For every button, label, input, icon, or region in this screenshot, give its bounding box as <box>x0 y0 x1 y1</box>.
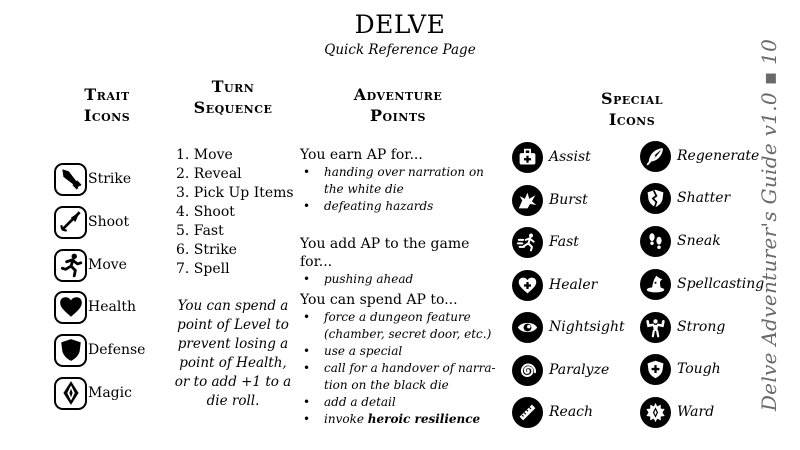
heroic-resilience-term: heroic resilience <box>367 412 481 426</box>
special-regenerate: Regenerate <box>640 138 759 174</box>
list-item: • pushing ahead <box>300 271 500 288</box>
list-item: 1. Move <box>176 147 233 163</box>
trait-shoot <box>54 203 129 241</box>
cracked-shield-icon <box>640 183 671 214</box>
flexing-figure-icon <box>640 312 671 343</box>
list-item: • invoke heroic resilience <box>300 411 500 428</box>
trait-magic <box>54 374 132 412</box>
trait-icons-heading: Trait Icons <box>83 85 131 125</box>
heart-cross-icon <box>512 270 543 301</box>
special-healer: Healer <box>512 267 597 303</box>
page-subtitle: Quick Reference Page <box>324 42 476 58</box>
list-item: 2. Reveal <box>176 166 242 182</box>
trait-label: Defense <box>88 342 146 358</box>
turn-sequence-heading: Turn Sequence <box>193 77 273 117</box>
list-item: 5. Fast <box>176 223 224 239</box>
list-item: • add a detail <box>300 394 500 411</box>
wizard-hat-icon <box>640 269 671 300</box>
special-assist: Assist <box>512 139 591 175</box>
special-nightsight: Nightsight <box>512 309 625 345</box>
special-spellcasting: Spellcasting <box>640 266 764 302</box>
sword-icon <box>54 163 87 196</box>
eye-icon <box>512 312 543 343</box>
ap-spend-list <box>300 309 500 428</box>
trait-label: Strike <box>88 171 132 187</box>
ap-add-list <box>300 271 500 288</box>
list-item: • handing over narration on the white die <box>300 164 500 198</box>
list-item: • force a dungeon feature (chamber, secret door, etc.) <box>300 309 500 343</box>
list-item: 4. Shoot <box>176 204 235 220</box>
special-tough: Tough <box>640 351 721 387</box>
page-title: DELVE <box>354 10 446 39</box>
special-paralyze: Paralyze <box>512 352 609 388</box>
trait-label: Health <box>88 299 136 315</box>
ap-earn-section <box>300 146 500 215</box>
page-footer-vertical: Delve Adventurer's Guide v1.0 ▪ 10 <box>757 38 781 412</box>
ap-earn-list <box>300 164 500 215</box>
special-shatter: Shatter <box>640 180 730 216</box>
ruler-icon <box>512 397 543 428</box>
special-ward: Ward <box>640 394 714 430</box>
footprints-icon <box>640 226 671 257</box>
turn-sequence-list <box>176 146 294 279</box>
special-strong: Strong <box>640 309 725 345</box>
special-burst: Burst <box>512 182 588 218</box>
trait-strike <box>54 160 131 198</box>
trait-label: Shoot <box>88 214 130 230</box>
running-figure-icon <box>54 249 87 282</box>
crystal-icon <box>54 377 87 410</box>
gear-burst-icon <box>640 397 671 428</box>
ap-earn-heading: You earn AP for... <box>300 147 423 163</box>
shield-cross-icon <box>640 354 671 385</box>
feather-icon <box>640 141 671 172</box>
first-aid-kit-icon <box>512 142 543 173</box>
adventure-points-heading: Adventure Points <box>353 85 443 125</box>
list-item: • defeating hazards <box>300 198 500 215</box>
list-item: 6. Strike <box>176 242 237 258</box>
list-item: • call for a handover of narra- tion on the black die <box>300 360 500 394</box>
list-item: 7. Spell <box>176 261 230 277</box>
list-item: • use a special <box>300 343 500 360</box>
level-spend-note: You can spend a point of Level to prevent losing a point of Health, or to add +1 to a die roll. <box>174 298 292 409</box>
list-item: 3. Pick Up Items <box>176 185 294 201</box>
spiral-icon <box>512 355 543 386</box>
running-figure-icon <box>512 227 543 258</box>
ap-add-heading: You add AP to the game for... <box>300 236 470 270</box>
special-reach: Reach <box>512 394 593 430</box>
trait-defense <box>54 331 145 369</box>
special-icons-heading: Special Icons <box>601 89 663 129</box>
arrow-icon <box>54 206 87 239</box>
trait-label: Move <box>88 257 127 273</box>
ap-spend-section <box>300 291 500 428</box>
special-sneak: Sneak <box>640 223 721 259</box>
special-fast: Fast <box>512 224 579 260</box>
shield-icon <box>54 334 87 367</box>
trait-move <box>54 246 127 284</box>
explosion-icon <box>512 185 543 216</box>
trait-health <box>54 288 136 326</box>
heart-icon <box>54 291 87 324</box>
ap-add-section <box>300 235 500 288</box>
trait-label: Magic <box>88 385 132 401</box>
ap-spend-heading: You can spend AP to... <box>300 292 458 308</box>
